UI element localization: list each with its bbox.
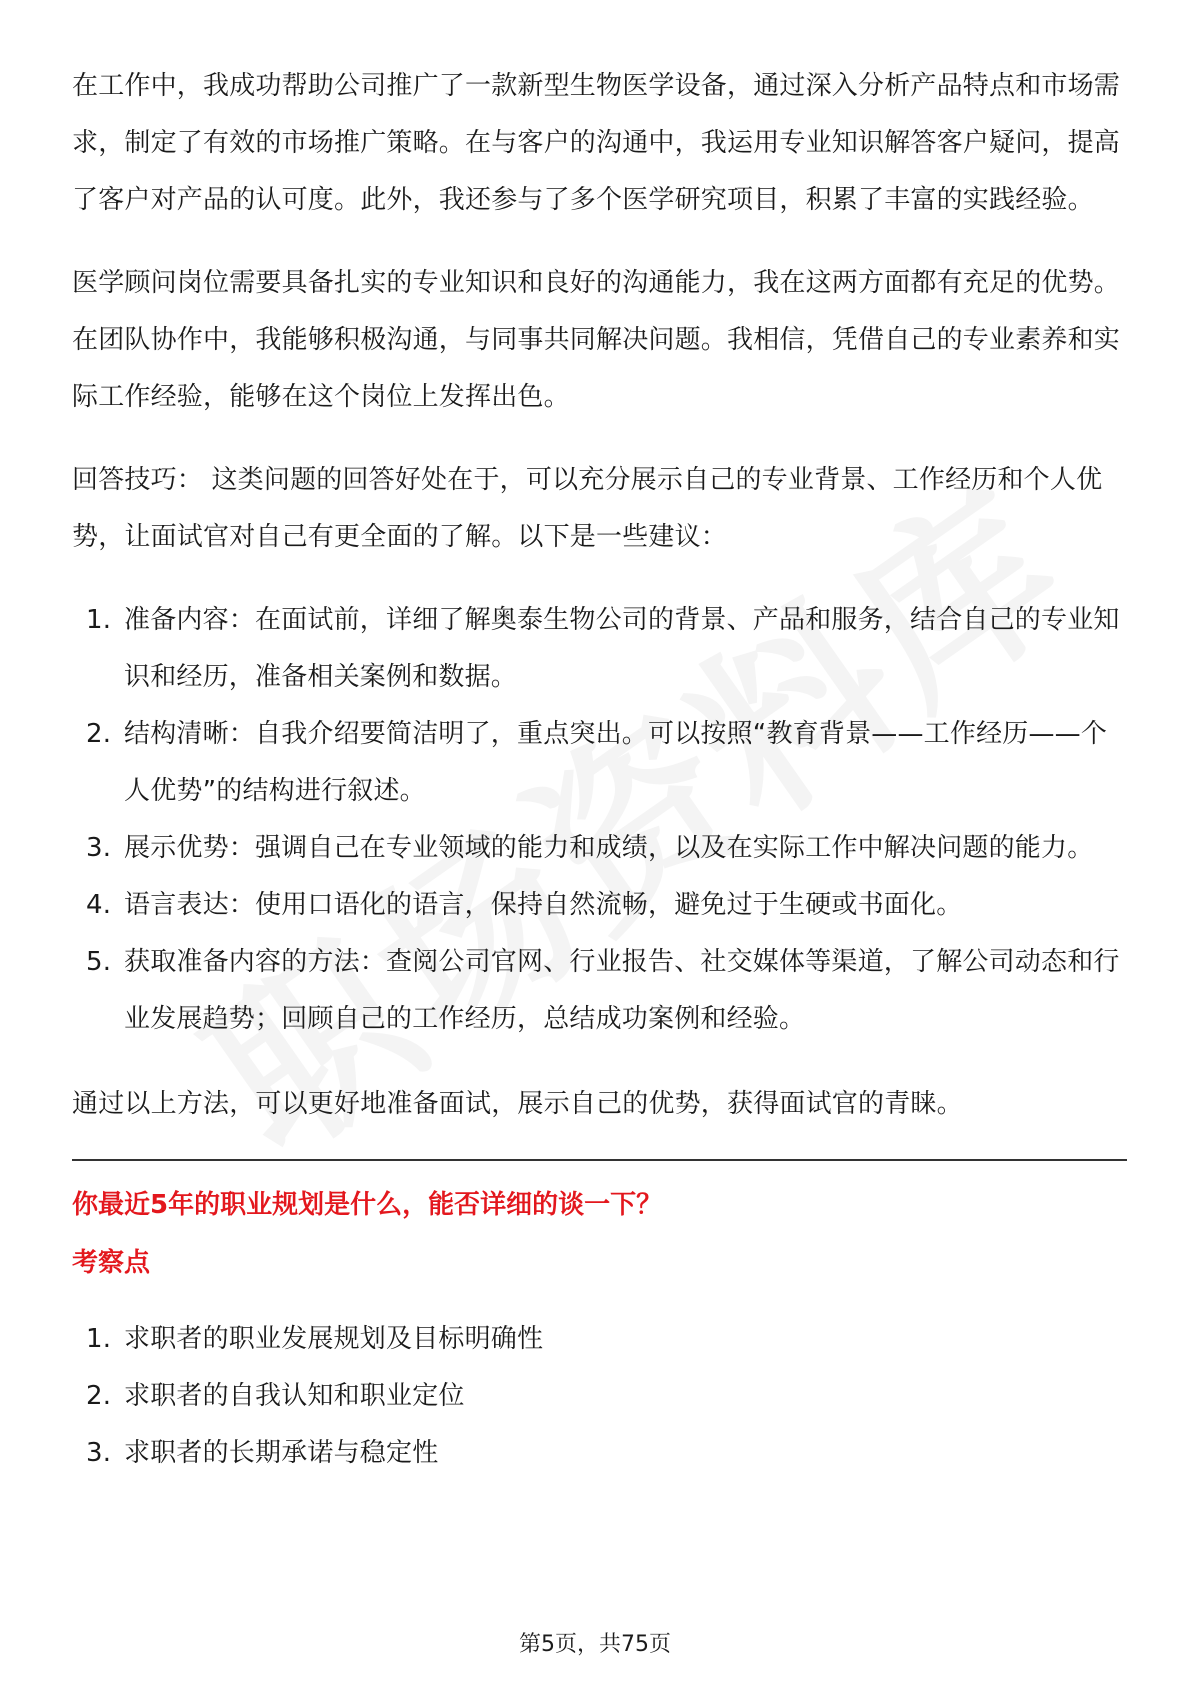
list-text: 准备内容：在面试前，详细了解奥泰生物公司的背景、产品和服务，结合自己的专业知识和经历，准备相关案例和数据。 <box>124 605 1120 692</box>
list-number: 1. <box>86 605 112 635</box>
list-item <box>72 1368 1127 1425</box>
list-item <box>72 1311 1127 1368</box>
list-item <box>72 820 1127 877</box>
assessment-points-label: 考察点 <box>72 1248 151 1278</box>
list-number: 3. <box>86 833 112 863</box>
list-item <box>72 1425 1127 1482</box>
list-number: 5. <box>86 947 112 977</box>
paragraph-work-experience: 在工作中，我成功帮助公司推广了一款新型生物医学设备，通过深入分析产品特点和市场需求，制定了有效的市场推广策略。在与客户的沟通中，我运用专业知识解答客户疑问，提高了客户对产品的认可度。此外，我还参与了多个医学研究项目，积累了丰富的实践经验。 <box>72 71 1121 215</box>
list-text: 展示优势：强调自己在专业领域的能力和成绩，以及在实际工作中解决问题的能力。 <box>124 833 1094 863</box>
list-number: 1. <box>86 1324 112 1354</box>
list-number: 2. <box>86 719 112 749</box>
list-number: 3. <box>86 1438 112 1468</box>
paragraph-answer-tips: 回答技巧： 这类问题的回答好处在于，可以充分展示自己的专业背景、工作经历和个人优势，让面试官对自己有更全面的了解。以下是一些建议： <box>72 465 1103 552</box>
list-text: 求职者的长期承诺与稳定性 <box>124 1438 439 1468</box>
list-item <box>72 934 1127 1048</box>
section-divider <box>72 1159 1127 1161</box>
assessment-points-list <box>72 1311 1127 1482</box>
list-item <box>72 877 1127 934</box>
page-footer: 第5页，共75页 <box>519 1632 671 1657</box>
tips-list <box>72 592 1127 1048</box>
list-number: 2. <box>86 1381 112 1411</box>
paragraph-advantages: 医学顾问岗位需要具备扎实的专业知识和良好的沟通能力，我在这两方面都有充足的优势。在团队协作中，我能够积极沟通，与同事共同解决问题。我相信，凭借自己的专业素养和实际工作经验，能够在这个岗位上发挥出色。 <box>72 268 1121 412</box>
list-text: 结构清晰：自我介绍要简洁明了，重点突出。可以按照“教育背景——工作经历——个人优势”的结构进行叙述。 <box>124 719 1108 806</box>
document-page <box>72 58 1127 1510</box>
question-title: 你最近5年的职业规划是什么，能否详细的谈一下？ <box>72 1190 663 1220</box>
list-item <box>72 592 1127 706</box>
list-number: 4. <box>86 890 112 920</box>
list-text: 求职者的自我认知和职业定位 <box>124 1381 465 1411</box>
list-text: 求职者的职业发展规划及目标明确性 <box>124 1324 544 1354</box>
paragraph-conclusion: 通过以上方法，可以更好地准备面试，展示自己的优势，获得面试官的青睐。 <box>72 1089 963 1119</box>
list-item <box>72 706 1127 820</box>
list-text: 获取准备内容的方法：查阅公司官网、行业报告、社交媒体等渠道，了解公司动态和行业发展趋势；回顾自己的工作经历，总结成功案例和经验。 <box>124 947 1120 1034</box>
list-text: 语言表达：使用口语化的语言，保持自然流畅，避免过于生硬或书面化。 <box>124 890 963 920</box>
